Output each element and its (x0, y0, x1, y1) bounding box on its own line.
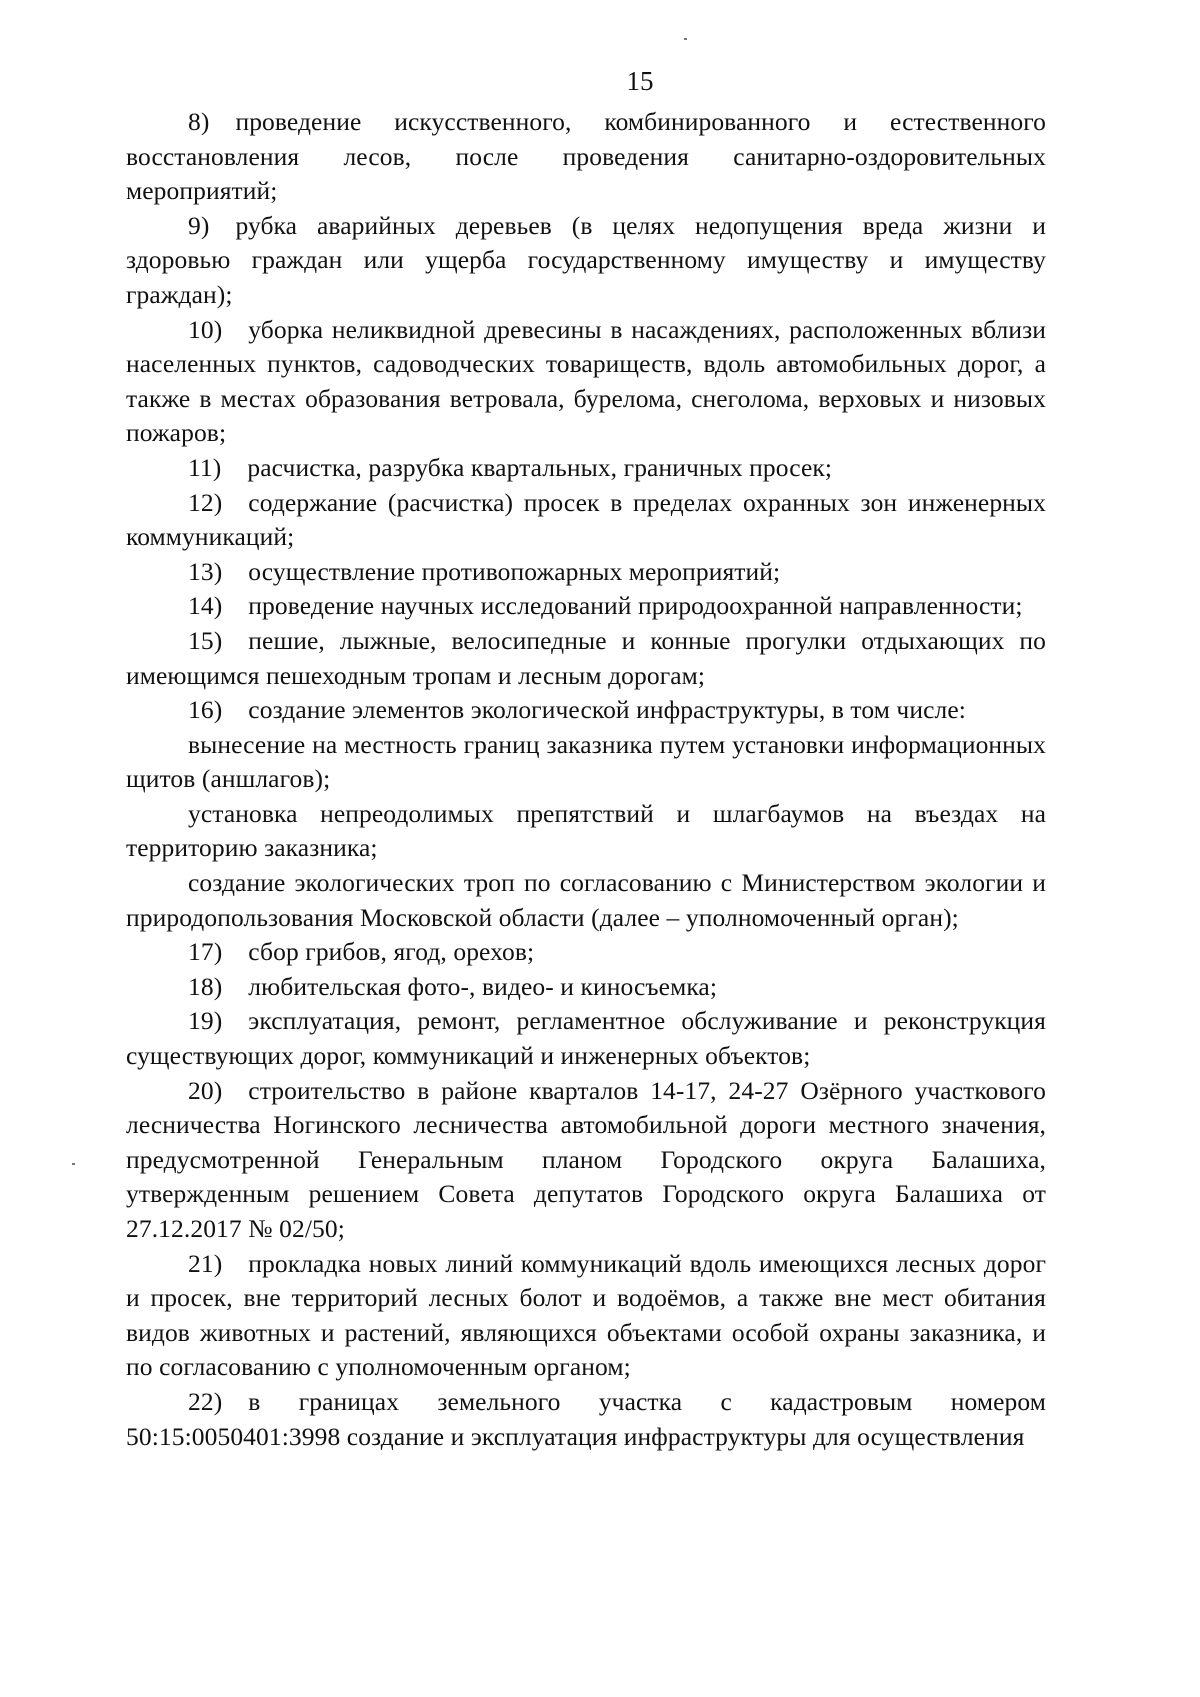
item-number: 12) (188, 487, 223, 517)
item-text: уборка неликвидной древесины в насаждениях, расположенных вблизи населенных пунктов, садоводческих товариществ, вдоль автомобильных дорог, а также в местах образования ветровала, бурелома, снеголома, верховых и низовых пожаров; (126, 314, 1046, 448)
item-text: рубка аварийных деревьев (в целях недопущения вреда жизни и здоровью граждан или ущерба государственному имуществу и имуществу граждан); (126, 210, 1046, 309)
list-item-9 (126, 209, 1046, 313)
item-number: 17) (188, 937, 223, 967)
item-text: расчистка, разрубка квартальных, граничных просек; (247, 452, 833, 482)
item-number: 14) (188, 591, 223, 621)
item-text: прокладка новых линий коммуникаций вдоль имеющихся лесных дорог и просек, вне территорий лесных болот и водоёмов, а также вне мест обитания видов животных и растений, являющихся объектами особой охраны заказника, и по согласованию с уполномоченным органом; (126, 1248, 1046, 1382)
item-number: 22) (188, 1386, 223, 1416)
list-item-11 (126, 451, 1046, 486)
item-text: создание элементов экологической инфраструктуры, в том числе: (248, 695, 966, 725)
item-number: 20) (188, 1075, 223, 1105)
list-item-10 (126, 313, 1046, 451)
item-text: в границах земельного участка с кадастровым номером 50:15:0050401:3998 создание и эксплуатация инфраструктуры для осуществления (126, 1386, 1046, 1451)
item-number: 8) (188, 107, 210, 136)
list-item-8 (126, 105, 1046, 209)
item-number: 21) (188, 1248, 223, 1278)
list-item-20 (126, 1074, 1046, 1247)
list-item-15 (126, 624, 1046, 693)
list-item-22 (126, 1385, 1046, 1454)
item-number: 19) (188, 1006, 223, 1036)
scan-speck (684, 38, 687, 40)
item-number: 15) (188, 625, 223, 655)
scan-speck (72, 1163, 75, 1165)
list-item-16 (126, 693, 1046, 728)
sub-item-boundary-signs (126, 728, 1046, 797)
item-text: сбор грибов, ягод, орехов; (248, 937, 535, 967)
item-number: 10) (188, 314, 223, 344)
item-text: содержание (расчистка) просек в пределах охранных зон инженерных коммуникаций; (126, 487, 1046, 552)
list-item-13 (126, 555, 1046, 590)
sub-item-barriers (126, 797, 1046, 866)
item-text: эксплуатация, ремонт, регламентное обслуживание и реконструкция существующих дорог, коммуникаций и инженерных объектов; (126, 1006, 1046, 1071)
item-text: вынесение на местность границ заказника путем установки информационных щитов (аншлагов); (126, 729, 1046, 794)
item-number: 16) (188, 695, 223, 725)
list-item-17 (126, 935, 1046, 970)
list-item-12 (126, 486, 1046, 555)
list-item-19 (126, 1004, 1046, 1073)
item-number: 13) (188, 556, 223, 586)
item-number: 9) (188, 210, 210, 240)
sub-item-eco-trails (126, 866, 1046, 935)
document-body (126, 105, 1046, 1454)
list-item-14 (126, 589, 1046, 624)
item-text: проведение научных исследований природоохранной направленности; (248, 591, 1023, 621)
item-text: строительство в районе кварталов 14-17, 24-27 Озёрного участкового лесничества Ногинского лесничества автомобильной дороги местного значения, предусмотренной Генеральным планом Городского округа Балашиха, утвержденным решением Совета депутатов Городского округа Балашиха от 27.12.2017 № 02/50; (126, 1075, 1046, 1243)
item-number: 18) (188, 971, 223, 1001)
item-text: проведение искусственного, комбинированного и естественного восстановления лесов, после проведения санитарно-оздоровительных мероприятий; (126, 107, 1046, 206)
item-number: 11) (188, 452, 222, 482)
item-text: пешие, лыжные, велосипедные и конные прогулки отдыхающих по имеющимся пешеходным тропам и лесным дорогам; (126, 625, 1046, 690)
list-item-18 (126, 970, 1046, 1005)
item-text: осуществление противопожарных мероприятий; (248, 556, 781, 586)
list-item-21 (126, 1247, 1046, 1385)
page-number: 15 (626, 66, 654, 96)
item-text: установка непреодолимых препятствий и шлагбаумов на въездах на территорию заказника; (126, 798, 1046, 863)
item-text: создание экологических троп по согласованию с Министерством экологии и природопользования Московской области (далее – уполномоченный орган); (126, 868, 1046, 932)
item-text: любительская фото-, видео- и киносъемка; (248, 971, 718, 1001)
